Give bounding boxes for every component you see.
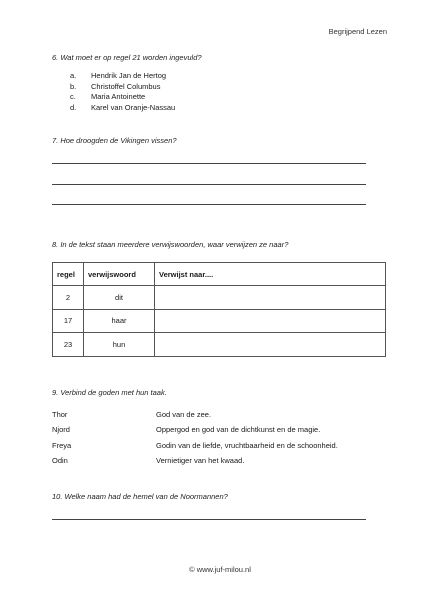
question-7: 7. Hoe droogden de Vikingen vissen? <box>52 136 177 145</box>
cell-regel: 2 <box>53 286 84 310</box>
cell-regel: 17 <box>53 309 84 333</box>
column-header-verwijswoord: verwijswoord <box>84 263 155 286</box>
list-item <box>52 438 338 453</box>
option-marker: c. <box>70 92 76 102</box>
cell-answer[interactable] <box>155 333 386 357</box>
god-task[interactable]: Vernietiger van het kwaad. <box>156 456 245 466</box>
question-6: 6. Wat moet er op regel 21 worden ingevuld? <box>52 53 202 62</box>
god-name[interactable]: Odin <box>52 456 68 466</box>
god-name[interactable]: Freya <box>52 440 72 450</box>
option-d <box>70 103 175 114</box>
cell-regel: 23 <box>53 333 84 357</box>
reference-words-table <box>52 262 386 357</box>
option-a <box>70 71 175 82</box>
table-row <box>53 333 386 357</box>
god-task[interactable]: God van de zee. <box>156 410 212 419</box>
option-text: Christoffel Columbus <box>91 81 161 91</box>
god-name[interactable]: Thor <box>52 410 68 419</box>
answer-line[interactable] <box>52 204 366 205</box>
god-name[interactable]: Njord <box>52 425 70 435</box>
question-10: 10. Welke naam had de hemel van de Noormannen? <box>52 492 228 501</box>
copyright-footer: © www.juf-milou.nl <box>189 565 251 574</box>
cell-answer[interactable] <box>155 309 386 333</box>
list-item <box>52 422 338 437</box>
cell-verwijswoord: hun <box>84 333 155 357</box>
answer-line[interactable] <box>52 184 366 185</box>
option-c <box>70 92 175 103</box>
option-text: Karel van Oranje-Nassau <box>91 102 176 112</box>
god-task[interactable]: Oppergod en god van de dichtkunst en de magie. <box>156 425 321 435</box>
answer-line[interactable] <box>52 519 366 520</box>
table-row <box>53 309 386 333</box>
cell-verwijswoord: haar <box>84 309 155 333</box>
question-6-options <box>70 71 175 113</box>
answer-line[interactable] <box>52 163 366 164</box>
option-marker: a. <box>70 71 77 80</box>
option-text: Maria Antoinette <box>91 92 146 102</box>
option-marker: b. <box>70 81 77 91</box>
column-header-regel: regel <box>53 263 84 286</box>
question-8: 8. In de tekst staan meerdere verwijswoorden, waar verwijzen ze naar? <box>52 240 289 249</box>
cell-verwijswoord: dit <box>84 286 155 310</box>
worksheet-header: Begrijpend Lezen <box>328 27 387 36</box>
option-marker: d. <box>70 102 77 112</box>
table-header-row <box>53 263 386 286</box>
list-item <box>52 453 338 468</box>
option-b <box>70 82 175 93</box>
god-task[interactable]: Godin van de liefde, vruchtbaarheid en de schoonheid. <box>156 440 338 450</box>
table-row <box>53 286 386 310</box>
column-header-verwijst-naar: Verwijst naar.... <box>155 263 386 286</box>
list-item <box>52 407 338 422</box>
cell-answer[interactable] <box>155 286 386 310</box>
option-text: Hendrik Jan de Hertog <box>91 71 167 80</box>
gods-matching-list <box>52 407 338 469</box>
question-9: 9. Verbind de goden met hun taak. <box>52 388 167 397</box>
